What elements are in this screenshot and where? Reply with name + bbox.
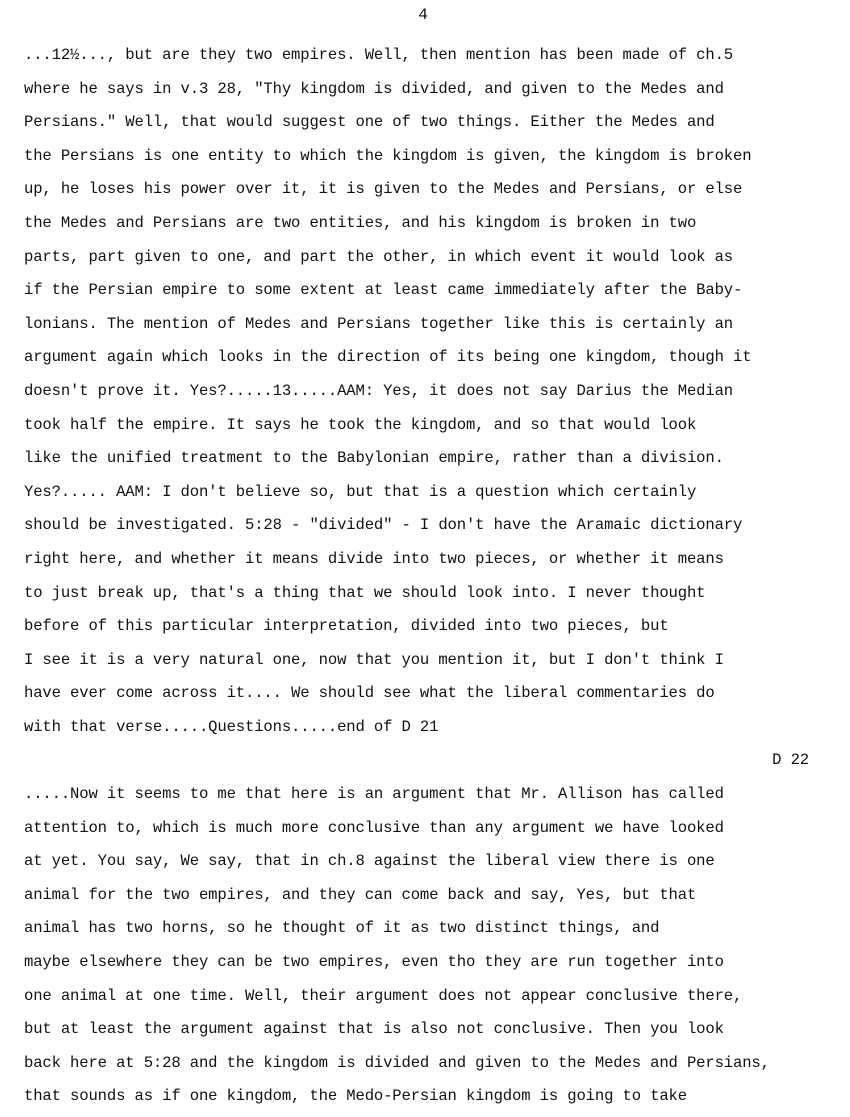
text-line: maybe elsewhere they can be two empires, even tho they are run together into (24, 953, 724, 972)
text-line: to just break up, that's a thing that we should look into. I never thought (24, 583, 706, 602)
text-line: up, he loses his power over it, it is given to the Medes and Persians, or else (24, 180, 743, 199)
text-line: Persians." Well, that would suggest one of two things. Either the Medes and (24, 113, 715, 132)
body-text (24, 42, 839, 1117)
text-line: at yet. You say, We say, that in ch.8 against the liberal view there is one (24, 852, 715, 871)
text-line: where he says in v.3 28, "Thy kingdom is divided, and given to the Medes and (24, 79, 724, 98)
text-line: animal for the two empires, and they can come back and say, Yes, but that (24, 885, 697, 904)
text-line: like the unified treatment to the Babylonian empire, rather than a division. (24, 449, 724, 468)
text-line: back here at 5:28 and the kingdom is divided and given to the Medes and Persians, (24, 1053, 770, 1072)
text-line: right here, and whether it means divide into two pieces, or whether it means (24, 549, 724, 568)
text-line: the Medes and Persians are two entities, and his kingdom is broken in two (24, 213, 697, 232)
text-line: lonians. The mention of Medes and Persians together like this is certainly an (24, 314, 733, 333)
text-line: but at least the argument against that is also not conclusive. Then you look (24, 1020, 724, 1039)
text-line: .....Now it seems to me that here is an argument that Mr. Allison has called (24, 785, 724, 804)
text-line: doesn't prove it. Yes?.....13.....AAM: Yes, it does not say Darius the Median (24, 381, 733, 400)
page-number: 4 (418, 6, 428, 24)
text-line: should be investigated. 5:28 - "divided" - I don't have the Aramaic dictionary (24, 516, 743, 535)
text-line: I see it is a very natural one, now that you mention it, but I don't think I (24, 650, 724, 669)
text-line: that sounds as if one kingdom, the Medo-Persian kingdom is going to take (24, 1087, 687, 1106)
text-line: before of this particular interpretation, divided into two pieces, but (24, 617, 669, 636)
text-line: animal has two horns, so he thought of it as two distinct things, and (24, 919, 660, 938)
text-line: parts, part given to one, and part the other, in which event it would look as (24, 247, 733, 266)
section-label: D 22 (772, 751, 809, 770)
text-line: one animal at one time. Well, their argument does not appear conclusive there, (24, 986, 743, 1005)
text-line: took half the empire. It says he took the kingdom, and so that would look (24, 415, 697, 434)
text-line: the Persians is one entity to which the kingdom is given, the kingdom is broken (24, 146, 752, 165)
text-line: if the Persian empire to some extent at least came immediately after the Baby- (24, 281, 743, 300)
text-line: have ever come across it.... We should see what the liberal commentaries do (24, 684, 715, 703)
text-line: ...12½..., but are they two empires. Well, then mention has been made of ch.5 (24, 46, 733, 64)
text-line: attention to, which is much more conclusive than any argument we have looked (24, 818, 724, 837)
text-line: argument again which looks in the direction of its being one kingdom, though it (24, 348, 752, 367)
text-line: Yes?..... AAM: I don't believe so, but that is a question which certainly (24, 482, 697, 501)
text-line: with that verse.....Questions.....end of D 21 (24, 717, 439, 736)
